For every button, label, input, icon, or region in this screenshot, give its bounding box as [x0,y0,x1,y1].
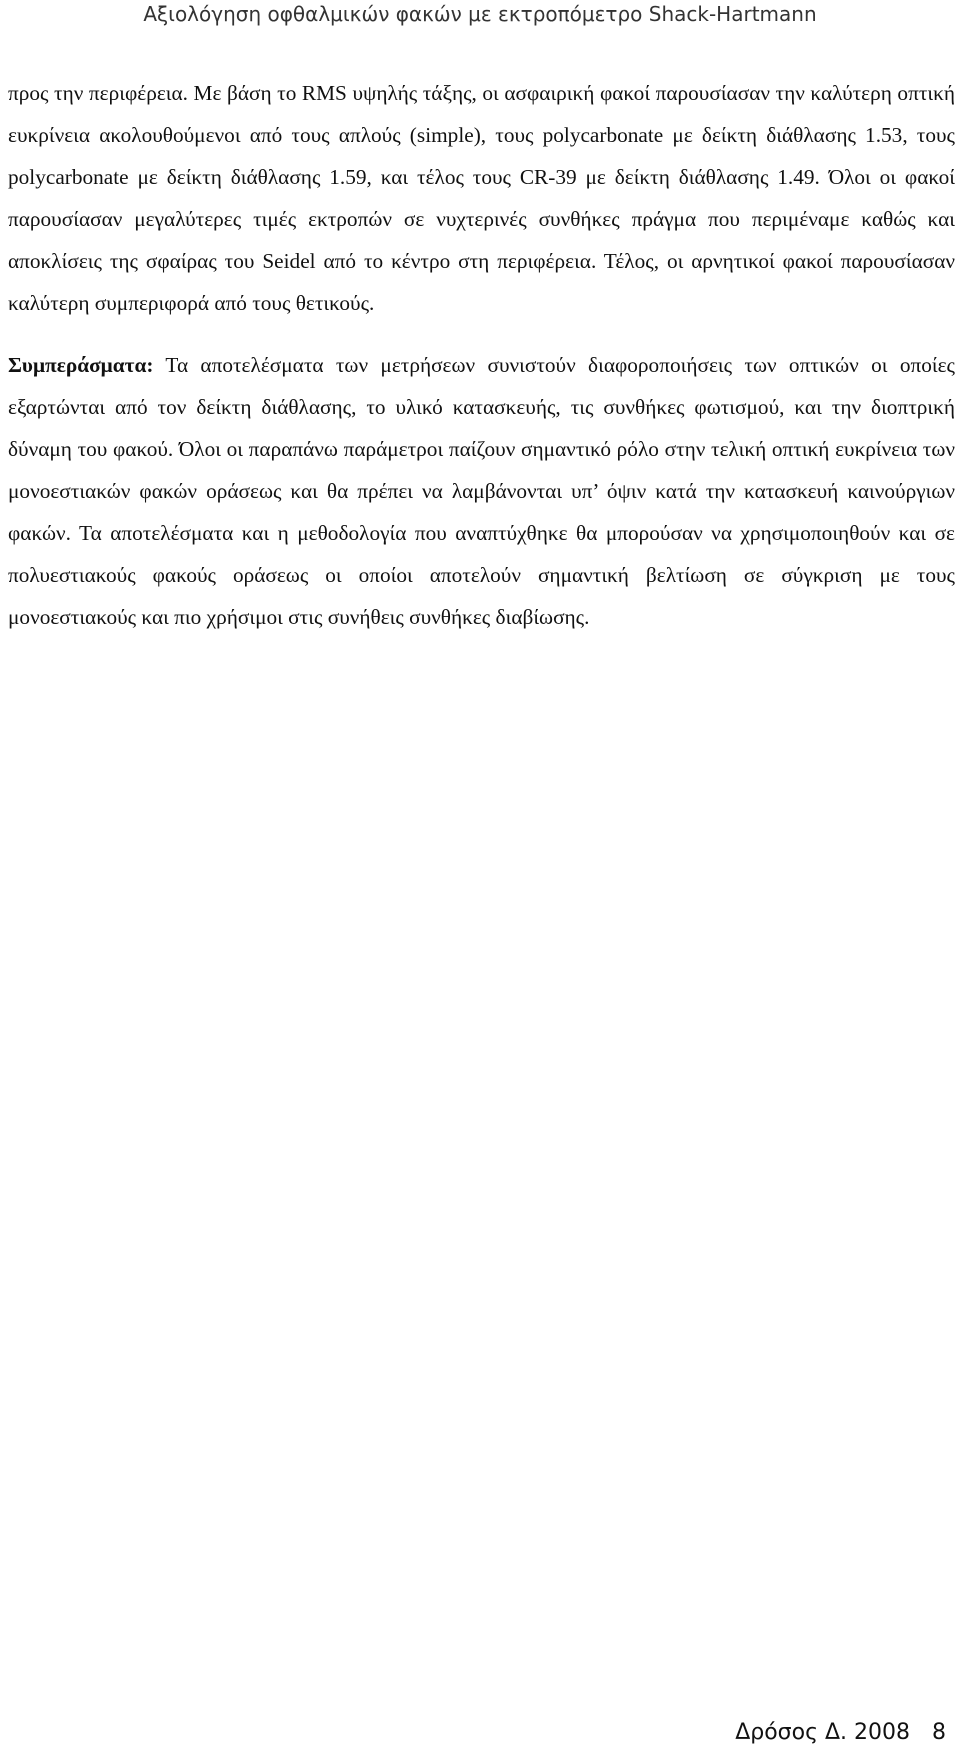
paragraph-conclusions [8,344,955,638]
body-text [8,72,955,638]
paragraph-text: Τα αποτελέσματα των μετρήσεων συνιστούν διαφοροποιήσεις των οπτικών οι οποίες εξαρτώνται από τον δείκτη διάθλασης, το υλικό κατασκευής, τις συνθήκες φωτισμού, και την διοπτρική δύναμη του φακού. Όλοι οι παραπάνω παράμετροι παίζουν σημαντικό ρόλο στην τελική οπτική ευκρίνεια των μονοεστιακών φακών οράσεως και θα πρέπει να λαμβάνονται υπ’ όψιν κατά την κατασκευή καινούργιων φακών. Τα αποτελέσματα και η μεθοδολογία που αναπτύχθηκε θα μπορούσαν να χρησιμοποιηθούν και σε πολυεστιακούς φακούς οράσεως οι οποίοι αποτελούν σημαντική βελτίωση σε σύγκριση με τους μονοεστιακούς και πιο χρήσιμοι στις συνήθεις συνθήκες διαβίωσης. [8,353,955,629]
paragraph-results-continued [8,72,955,324]
running-header: Αξιολόγηση οφθαλμικών φακών με εκτροπόμετρο Shack-Hartmann [143,2,817,26]
page-footer [735,1718,946,1748]
paragraph-text: προς την περιφέρεια. Με βάση το RMS υψηλής τάξης, οι ασφαιρική φακοί παρουσίασαν την καλύτερη οπτική ευκρίνεια ακολουθούμενοι από τους απλούς (simple), τους polycarbonate με δείκτη διάθλασης 1.53, τους polycarbonate με δείκτη διάθλασης 1.59, και τέλος τους CR-39 με δείκτη διάθλασης 1.49. Όλοι οι φακοί παρουσίασαν μεγαλύτερες τιμές εκτροπών σε νυχτερινές συνθήκες πράγμα που περιμέναμε καθώς και αποκλίσεις της σφαίρας του Seidel από το κέντρο στη περιφέρεια. Τέλος, οι αρνητικοί φακοί παρουσίασαν καλύτερη συμπεριφορά από τους θετικούς. [8,81,955,315]
page-number: 8 [932,1720,946,1745]
conclusions-heading: Συμπεράσματα: [8,353,154,377]
footer-author-year: Δρόσος Δ. 2008 [735,1720,910,1745]
